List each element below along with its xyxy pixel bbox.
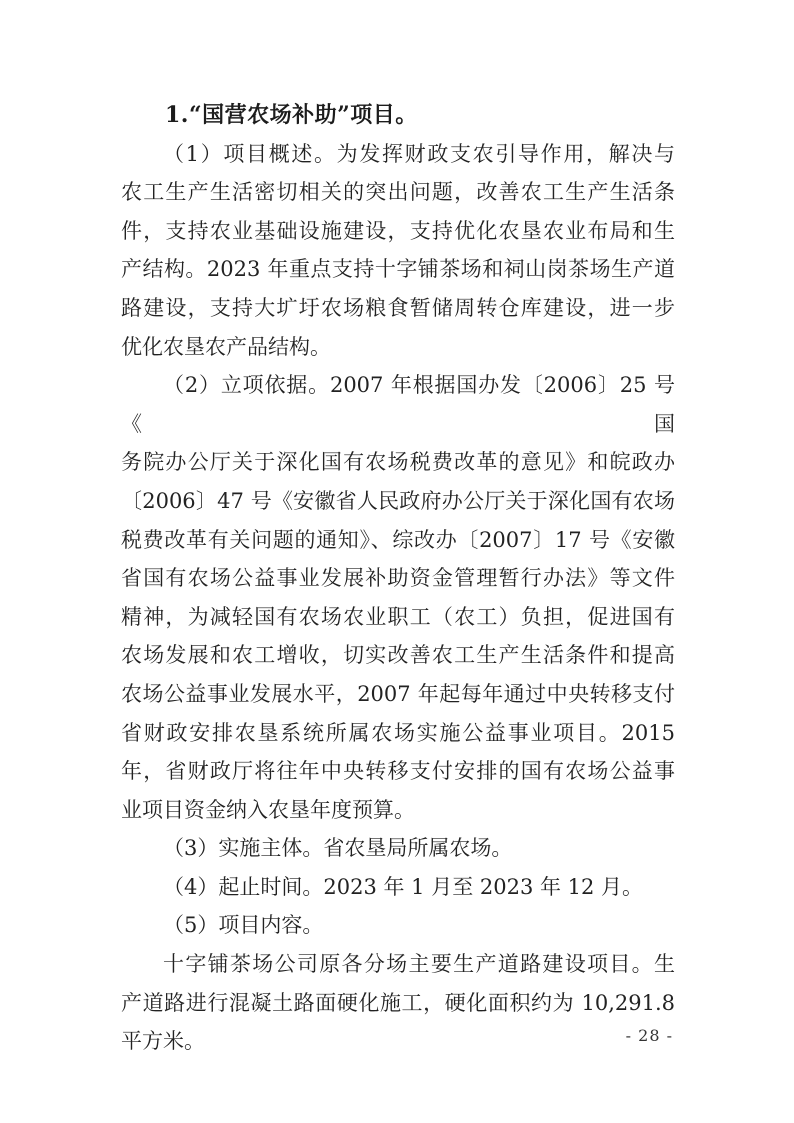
- text-line: 省财政安排农垦系统所属农场实施公益事业项目。2015: [121, 720, 675, 745]
- section-heading: 1.“国营农场补助”项目。: [165, 102, 418, 128]
- paragraph: [121, 135, 675, 367]
- paragraph: [121, 868, 675, 907]
- text-line: （4）起止时间。2023 年 1 月至 2023 年 12 月。: [163, 874, 644, 899]
- text-line: 省国有农场公益事业发展补助资金管理暂行办法》等文件: [121, 566, 675, 591]
- text-line: 务院办公厅关于深化国有农场税费改革的意见》和皖政办: [121, 450, 675, 475]
- text-line: 产道路进行混凝土路面硬化施工，硬化面积约为 10,291.8: [121, 990, 675, 1015]
- text-line: 件，支持农业基础设施建设，支持优化农垦农业布局和生: [121, 218, 675, 243]
- text-line: 十字铺茶场公司原各分场主要生产道路建设项目。生: [163, 952, 675, 977]
- paragraph: [121, 366, 675, 829]
- text-line: 平方米。: [121, 1029, 205, 1054]
- text-line: 业项目资金纳入农垦年度预算。: [121, 797, 415, 822]
- text-line: （3）实施主体。省农垦局所属农场。: [163, 836, 513, 861]
- text-line: （5）项目内容。: [163, 913, 324, 938]
- paragraph: [121, 829, 675, 868]
- paragraph: [121, 945, 675, 1061]
- paragraph: [121, 906, 675, 945]
- document-body: [121, 96, 675, 1061]
- paragraphs-container: [121, 135, 675, 1061]
- text-line: （1）项目概述。为发挥财政支农引导作用，解决与: [163, 141, 675, 166]
- text-line: 农场公益事业发展水平，2007 年起每年通过中央转移支付: [121, 681, 675, 706]
- text-line: （2）立项依据。2007 年根据国办发〔2006〕25 号《国: [121, 373, 675, 436]
- text-line: 精神，为减轻国有农场农业职工（农工）负担，促进国有: [121, 604, 675, 629]
- text-line: 产结构。2023 年重点支持十字铺茶场和祠山岗茶场生产道: [121, 257, 675, 282]
- page-number: - 28 -: [625, 1026, 673, 1045]
- text-line: 〔2006〕47 号《安徽省人民政府办公厅关于深化国有农场: [121, 488, 675, 513]
- text-line: 路建设，支持大圹圩农场粮食暂储周转仓库建设，进一步: [121, 295, 675, 320]
- text-line: 税费改革有关问题的通知》、综改办〔2007〕17 号《安徽: [121, 527, 675, 552]
- text-line: 优化农垦农产品结构。: [121, 334, 331, 359]
- text-line: 农场发展和农工增收，切实改善农工生产生活条件和提高: [121, 643, 675, 668]
- text-line: 年，省财政厅将往年中央转移支付安排的国有农场公益事: [121, 759, 675, 784]
- text-line: 农工生产生活密切相关的突出问题，改善农工生产生活条: [121, 180, 675, 205]
